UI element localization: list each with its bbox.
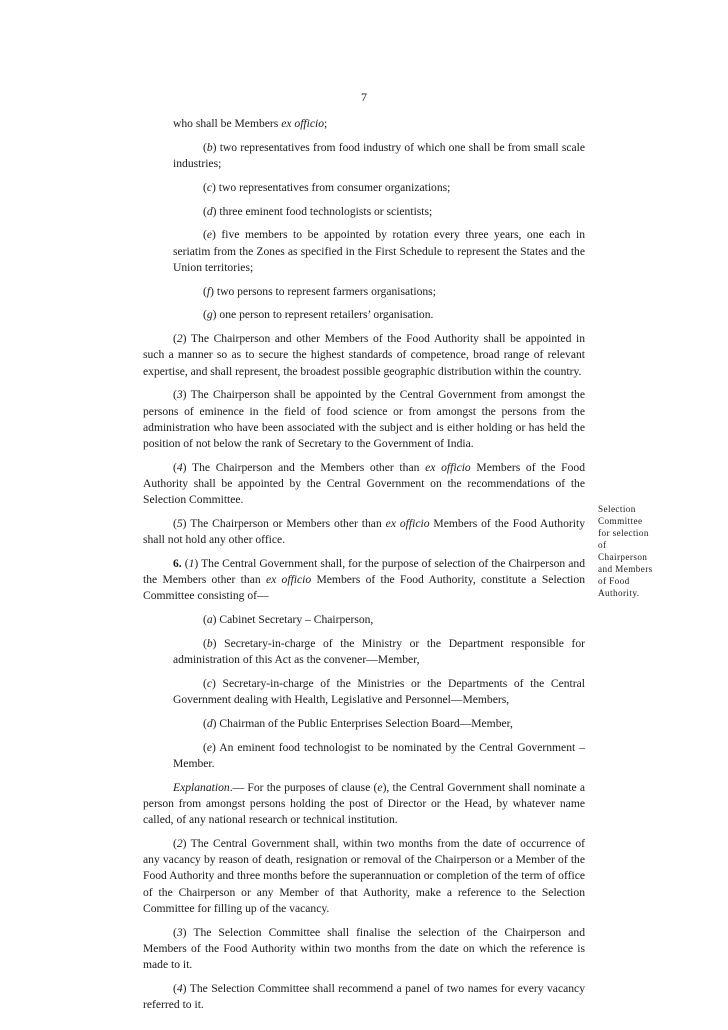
marginal-note-line: of xyxy=(598,540,607,550)
marginal-note-line: and Members xyxy=(598,564,653,574)
committee-clause-e: (e) An eminent food technologist to be nominated by the Central Government – Member. xyxy=(173,740,585,770)
clause-d: (d) three eminent food technologists or scientists; xyxy=(203,204,433,218)
clause-b: (b) two representatives from food industry of which one shall be from small scale industries; xyxy=(173,140,585,170)
committee-clause-b: (b) Secretary-in-charge of the Ministry or the Department responsible for administration of this Act as the convener—Member, xyxy=(173,637,585,667)
committee-clause-a: (a) Cabinet Secretary – Chairperson, xyxy=(203,613,374,627)
marginal-note-line: of Food xyxy=(598,576,630,586)
section-6-subsection-2: (2) The Central Government shall, within two months from the date of occurrence of any vacancy by reason of death, resignation or removal of the Chairperson or a Member of the Food Authority and three months before the superannuation or completion of the term of office of the Chairperson or any Member of that Authority, make a reference to the Selection Committee for filling up of the vacancy. xyxy=(143,837,585,915)
subsection-2: (2) The Chairperson and other Members of the Food Authority shall be appointed in such a manner so as to secure the highest standards of competence, broad range of relevant expertise, and shall represent, the broadest possible geographic distribution within the country. xyxy=(143,332,585,378)
marginal-note-line: Selection xyxy=(598,504,636,514)
subsection-4: (4) The Chairperson and the Members other than ex officio Members of the Food Authority shall be appointed by the Central Government on the recommendations of the Selection Committee. xyxy=(143,460,585,507)
clause-f: (f) two persons to represent farmers organisations; xyxy=(203,284,436,298)
section-6-subsection-4: (4) The Selection Committee shall recommend a panel of two names for every vacancy referred to it. xyxy=(143,981,585,1012)
marginal-note-line: for selection xyxy=(598,528,649,538)
section-6-subsection-1: 6. (1) The Central Government shall, for the purpose of selection of the Chairperson and the Members other than ex officio Members of the Food Authority, constitute a Selection Committee consisting of— xyxy=(143,557,585,603)
marginal-note-line: Authority. xyxy=(598,588,640,598)
page-number: 7 xyxy=(361,90,367,104)
committee-clause-d: (d) Chairman of the Public Enterprises Selection Board—Member, xyxy=(203,717,513,730)
section-6-subsection-3: (3) The Selection Committee shall finalise the selection of the Chairperson and Members of the Food Authority within two months from the date on which the reference is made to it. xyxy=(143,925,585,972)
subsection-3: (3) The Chairperson shall be appointed by the Central Government from amongst the persons of eminence in the field of food science or from amongst the persons from the administration who have been associated with the subject and is either holding or has held the position of not below the rank of Secretary to the Government of India. xyxy=(143,388,585,450)
subsection-5: (5) The Chairperson or Members other than ex officio Members of the Food Authority shall not hold any other office. xyxy=(143,517,585,547)
clause-g: (g) one person to represent retailers’ organisation. xyxy=(203,308,434,322)
paragraph-ex-officio: who shall be Members ex officio; xyxy=(173,117,328,130)
marginal-note-line: Committee xyxy=(598,516,643,526)
clause-e: (e) five members to be appointed by rotation every three years, one each in seriatim from the Zones as specified in the First Schedule to represent the States and the Union territories; xyxy=(173,228,585,274)
committee-clause-c: (c) Secretary-in-charge of the Ministries or the Departments of the Central Government dealing with Health, Legislative and Personnel—Members, xyxy=(173,677,585,707)
marginal-note xyxy=(598,503,666,599)
explanation: Explanation.— For the purposes of clause (e), the Central Government shall nominate a person from amongst persons holding the post of Director or the Head, by whatever name called, of any national research or technical institution. xyxy=(143,780,585,827)
marginal-note-line: Chairperson xyxy=(598,552,648,562)
clause-c: (c) two representatives from consumer organizations; xyxy=(203,180,451,194)
document-body xyxy=(143,116,585,1021)
